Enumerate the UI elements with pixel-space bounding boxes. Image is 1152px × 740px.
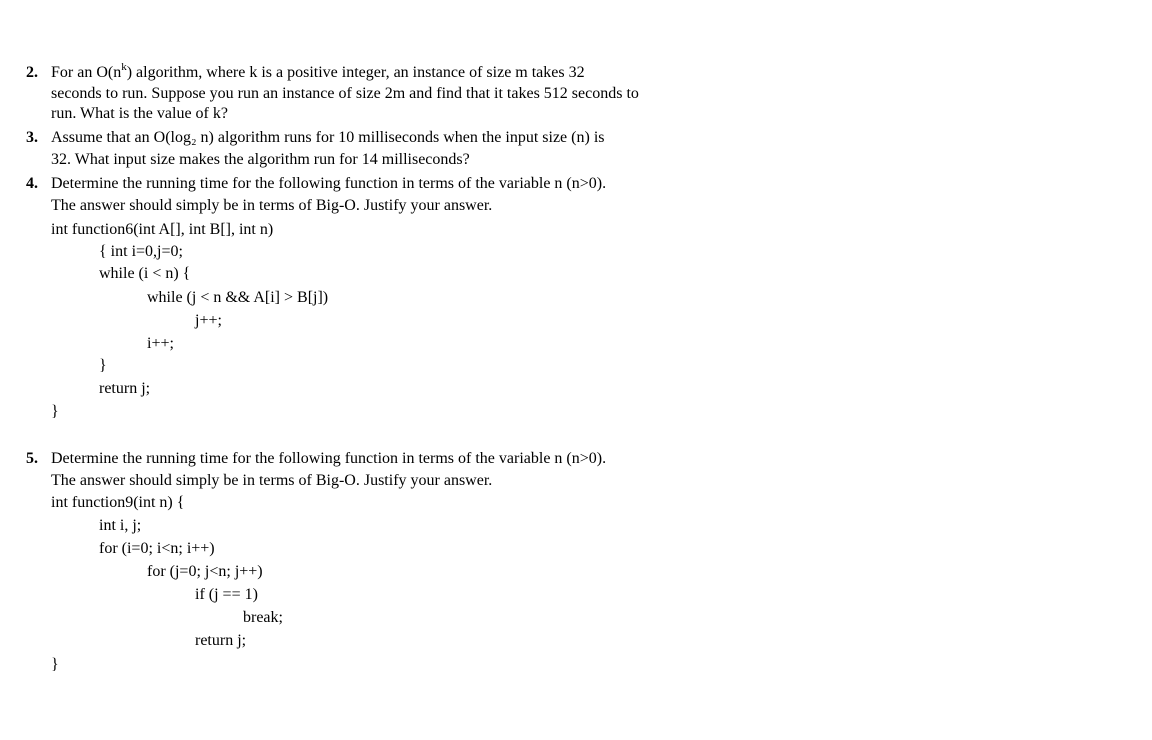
code-line: return j; [195, 632, 247, 649]
code-line: while (j < n && A[i] > B[j]) [147, 289, 329, 306]
code-line: if (j == 1) [195, 586, 258, 603]
code-line: } [99, 357, 107, 374]
question-text-line: run. What is the value of k? [51, 105, 228, 122]
question-number: 5. [26, 450, 38, 467]
code-line: break; [243, 609, 283, 626]
question-number: 3. [26, 129, 38, 146]
question-text-line: The answer should simply be in terms of Big-O. Justify your answer. [51, 472, 493, 489]
code-line: for (j=0; j<n; j++) [147, 563, 263, 580]
question-text-line: seconds to run. Suppose you run an instance of size 2m and find that it takes 512 seconds to [51, 85, 639, 102]
code-line: int i, j; [99, 517, 142, 534]
code-line: { int i=0,j=0; [99, 243, 183, 260]
question-number: 4. [26, 175, 38, 192]
code-line: int function6(int A[], int B[], int n) [51, 221, 274, 238]
code-line: while (i < n) { [99, 265, 191, 282]
question-text-line: Determine the running time for the following function in terms of the variable n (n>0). [51, 175, 607, 192]
code-line: } [51, 403, 59, 420]
question-number: 2. [26, 64, 38, 81]
question-text-line: Determine the running time for the following function in terms of the variable n (n>0). [51, 450, 607, 467]
code-line: for (i=0; i<n; i++) [99, 540, 215, 557]
code-line: int function9(int n) { [51, 494, 185, 511]
code-line: i++; [147, 335, 174, 352]
question-text-line [51, 60, 585, 83]
question-text-line: 32. What input size makes the algorithm run for 14 milliseconds? [51, 151, 470, 168]
code-line: return j; [99, 380, 151, 397]
code-line: } [51, 656, 59, 673]
question-text-line: Assume that an O(log₂ n) algorithm runs for 10 milliseconds when the input size (n) is [51, 129, 605, 146]
code-line: j++; [195, 312, 222, 329]
question-text-line: The answer should simply be in terms of Big-O. Justify your answer. [51, 197, 493, 214]
superscript: k [121, 60, 127, 73]
text-segment: ) algorithm, where k is a positive integer, an instance of size m takes 32 [126, 64, 585, 81]
text-segment: For an O(n [51, 64, 122, 81]
